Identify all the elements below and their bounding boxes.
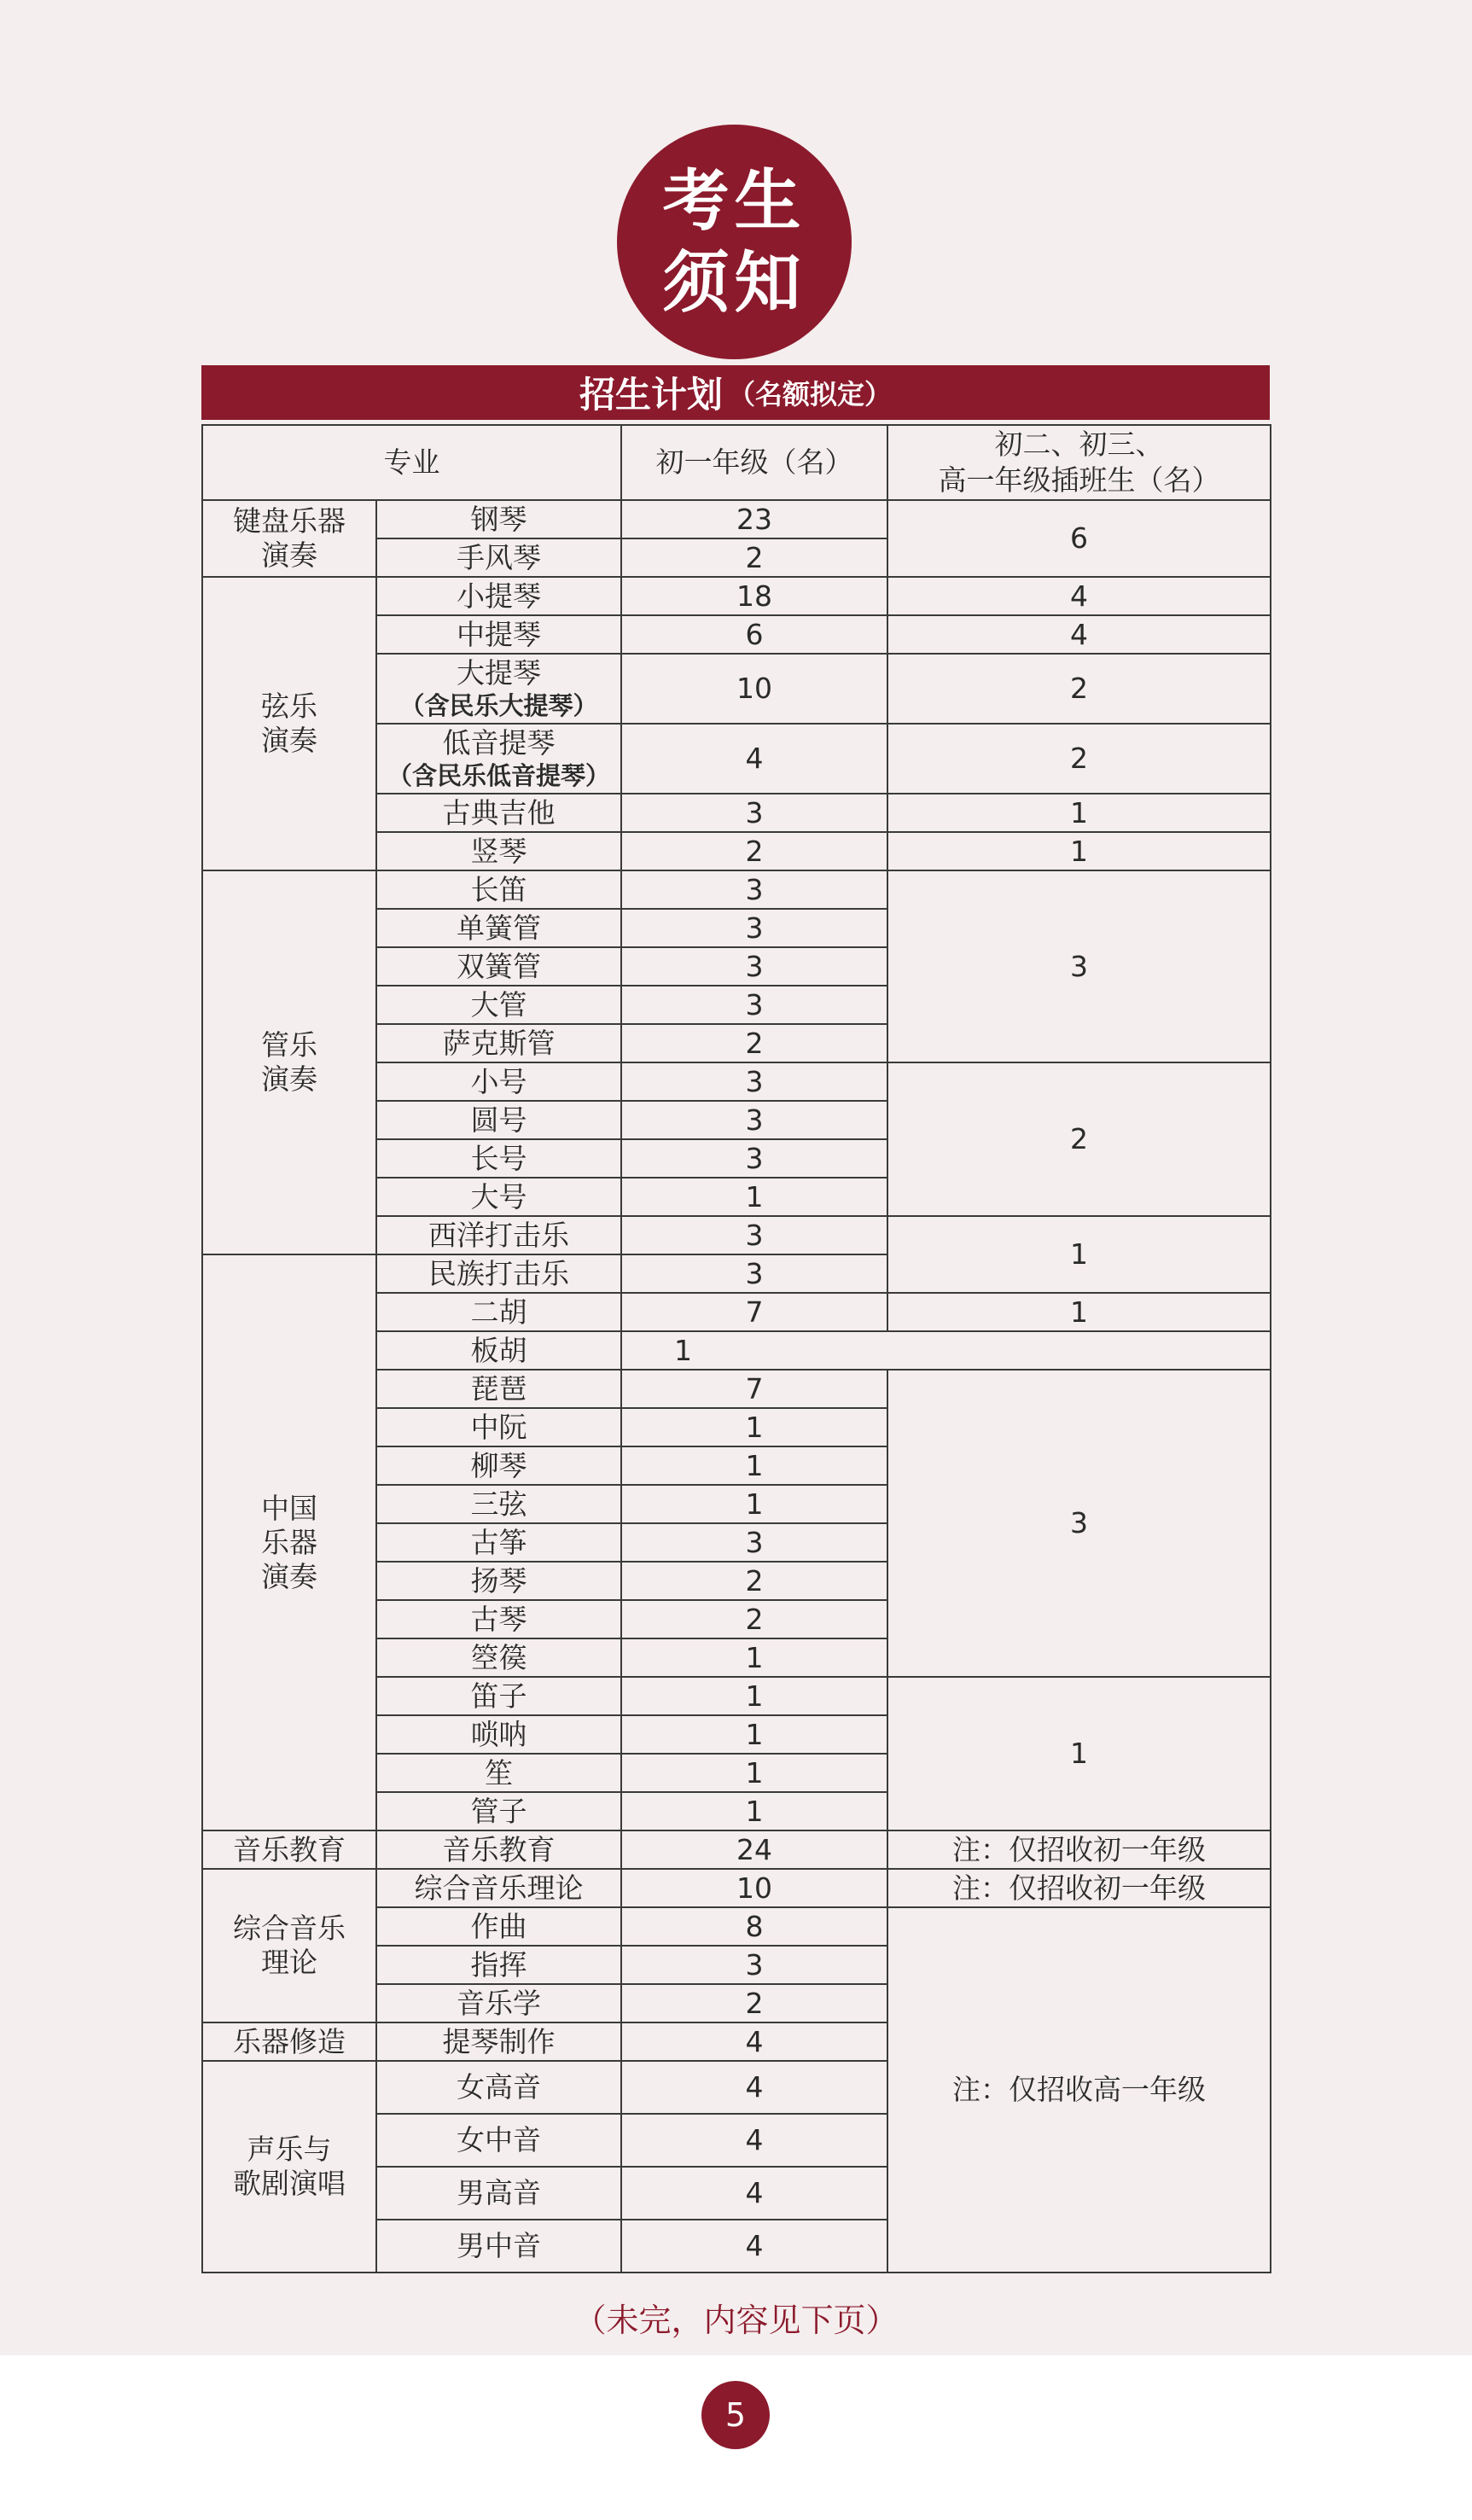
major-cell: 双簧管 bbox=[376, 947, 621, 986]
group-theory: 综合音乐 理论 bbox=[202, 1869, 376, 2022]
grade1-cell: 3 bbox=[621, 1946, 887, 1984]
group-music-edu: 音乐教育 bbox=[202, 1830, 376, 1869]
grade1-cell: 1 bbox=[621, 1178, 887, 1216]
transfer-cell: 1 bbox=[887, 1677, 1271, 1830]
transfer-cell: 1 bbox=[887, 794, 1271, 832]
grade1-cell: 2 bbox=[621, 1024, 887, 1062]
major-cell: 箜篌 bbox=[376, 1638, 621, 1677]
table-row bbox=[202, 577, 1271, 615]
major-cell: 古琴 bbox=[376, 1600, 621, 1638]
major-cell: 中提琴 bbox=[376, 615, 621, 654]
banner-subtitle: （名额拟定） bbox=[728, 378, 893, 410]
major-cell: 提琴制作 bbox=[376, 2022, 621, 2061]
grade1-cell: 2 bbox=[621, 1984, 887, 2022]
grade1-cell: 3 bbox=[621, 947, 887, 986]
major-cell: 管子 bbox=[376, 1792, 621, 1830]
grade1-cell: 4 bbox=[621, 2167, 887, 2220]
grade1-cell: 3 bbox=[621, 1062, 887, 1101]
major-cell bbox=[376, 724, 621, 794]
grade1-cell: 4 bbox=[621, 2220, 887, 2273]
title-badge bbox=[617, 125, 852, 359]
grade1-cell: 2 bbox=[621, 1600, 887, 1638]
major-cell: 作曲 bbox=[376, 1907, 621, 1946]
major-name: 低音提琴 bbox=[442, 726, 556, 759]
header-transfer-line1: 初二、初三、 bbox=[994, 428, 1164, 461]
table-row bbox=[202, 870, 1271, 909]
major-cell: 圆号 bbox=[376, 1101, 621, 1139]
major-cell: 单簧管 bbox=[376, 909, 621, 947]
major-note: （含民乐大提琴） bbox=[399, 691, 598, 720]
group-winds: 管乐 演奏 bbox=[202, 870, 376, 1254]
transfer-cell: 4 bbox=[887, 615, 1271, 654]
grade1-cell: 10 bbox=[621, 1869, 887, 1907]
grade1-cell: 2 bbox=[621, 1562, 887, 1600]
transfer-cell: 注：仅招收初一年级 bbox=[887, 1869, 1271, 1907]
grade1-cell: 1 bbox=[621, 1408, 887, 1446]
grade1-cell: 1 bbox=[621, 1754, 887, 1792]
grade1-cell: 10 bbox=[621, 654, 887, 724]
header-major: 专业 bbox=[202, 425, 621, 500]
transfer-cell: 1 bbox=[887, 1293, 1271, 1331]
major-cell: 三弦 bbox=[376, 1485, 621, 1523]
major-cell: 小提琴 bbox=[376, 577, 621, 615]
grade1-cell: 2 bbox=[621, 538, 887, 577]
major-cell: 女高音 bbox=[376, 2061, 621, 2114]
major-cell: 扬琴 bbox=[376, 1562, 621, 1600]
grade1-cell: 1 bbox=[621, 1485, 887, 1523]
grade1-cell: 4 bbox=[621, 2114, 887, 2167]
major-cell bbox=[376, 654, 621, 724]
major-cell: 竖琴 bbox=[376, 832, 621, 870]
major-cell: 女中音 bbox=[376, 2114, 621, 2167]
transfer-cell: 3 bbox=[887, 1370, 1271, 1677]
major-cell: 中阮 bbox=[376, 1408, 621, 1446]
grade1-cell: 3 bbox=[621, 870, 887, 909]
major-cell: 古筝 bbox=[376, 1523, 621, 1562]
grade1-cell: 1 bbox=[621, 1638, 887, 1677]
transfer-cell: 注：仅招收初一年级 bbox=[887, 1830, 1271, 1869]
header-transfer-line2: 高一年级插班生（名） bbox=[938, 463, 1220, 497]
grade1-cell: 1 bbox=[621, 1446, 887, 1485]
grade1-cell: 4 bbox=[621, 724, 887, 794]
grade1-cell: 1 bbox=[621, 1715, 887, 1754]
grade1-cell-spanning bbox=[621, 1331, 1271, 1370]
major-cell: 二胡 bbox=[376, 1293, 621, 1331]
enrollment-table bbox=[201, 424, 1271, 2273]
major-cell: 大管 bbox=[376, 986, 621, 1024]
transfer-cell: 1 bbox=[887, 832, 1271, 870]
transfer-cell: 1 bbox=[887, 1216, 1271, 1293]
major-cell: 大号 bbox=[376, 1178, 621, 1216]
transfer-cell: 4 bbox=[887, 577, 1271, 615]
header-grade1: 初一年级（名） bbox=[621, 425, 887, 500]
grade1-cell: 18 bbox=[621, 577, 887, 615]
continued-note: （未完，内容见下页） bbox=[573, 2302, 899, 2339]
grade1-cell: 3 bbox=[621, 1139, 887, 1178]
grade1-cell: 1 bbox=[621, 1792, 887, 1830]
major-cell: 音乐学 bbox=[376, 1984, 621, 2022]
group-vocal: 声乐与 歌剧演唱 bbox=[202, 2061, 376, 2273]
grade1-cell: 3 bbox=[621, 1101, 887, 1139]
grade1-value: 1 bbox=[674, 1333, 692, 1367]
transfer-cell: 3 bbox=[887, 870, 1271, 1062]
title-line-1: 考生 bbox=[662, 162, 806, 240]
major-cell: 古典吉他 bbox=[376, 794, 621, 832]
grade1-cell: 3 bbox=[621, 986, 887, 1024]
major-cell: 笛子 bbox=[376, 1677, 621, 1715]
section-banner bbox=[201, 365, 1270, 420]
grade1-cell: 24 bbox=[621, 1830, 887, 1869]
group-chinese: 中国 乐器 演奏 bbox=[202, 1254, 376, 1830]
major-cell: 唢呐 bbox=[376, 1715, 621, 1754]
table-row bbox=[202, 1869, 1271, 1907]
major-cell: 长号 bbox=[376, 1139, 621, 1178]
major-cell: 板胡 bbox=[376, 1331, 621, 1370]
grade1-cell: 3 bbox=[621, 1523, 887, 1562]
transfer-cell: 注：仅招收高一年级 bbox=[887, 1907, 1271, 2273]
grade1-cell: 3 bbox=[621, 794, 887, 832]
group-repair: 乐器修造 bbox=[202, 2022, 376, 2061]
transfer-cell: 2 bbox=[887, 1062, 1271, 1216]
major-cell: 民族打击乐 bbox=[376, 1254, 621, 1293]
major-cell: 指挥 bbox=[376, 1946, 621, 1984]
grade1-cell: 2 bbox=[621, 832, 887, 870]
grade1-cell: 7 bbox=[621, 1293, 887, 1331]
group-keyboard: 键盘乐器 演奏 bbox=[202, 500, 376, 577]
transfer-cell: 2 bbox=[887, 724, 1271, 794]
grade1-cell: 23 bbox=[621, 500, 887, 538]
major-cell: 笙 bbox=[376, 1754, 621, 1792]
grade1-cell: 3 bbox=[621, 1254, 887, 1293]
major-cell: 手风琴 bbox=[376, 538, 621, 577]
major-note: （含民乐低音提琴） bbox=[387, 761, 610, 790]
page-number: 5 bbox=[701, 2381, 770, 2449]
table-row bbox=[202, 500, 1271, 538]
major-cell: 音乐教育 bbox=[376, 1830, 621, 1869]
table-header-row bbox=[202, 425, 1271, 500]
grade1-cell: 3 bbox=[621, 909, 887, 947]
grade1-cell: 8 bbox=[621, 1907, 887, 1946]
transfer-cell: 6 bbox=[887, 500, 1271, 577]
major-cell: 柳琴 bbox=[376, 1446, 621, 1485]
grade1-cell: 4 bbox=[621, 2061, 887, 2114]
major-cell: 综合音乐理论 bbox=[376, 1869, 621, 1907]
major-cell: 男高音 bbox=[376, 2167, 621, 2220]
banner-title: 招生计划 bbox=[579, 374, 723, 416]
major-cell: 小号 bbox=[376, 1062, 621, 1101]
header-transfer bbox=[887, 425, 1271, 500]
table-row bbox=[202, 1830, 1271, 1869]
major-cell: 西洋打击乐 bbox=[376, 1216, 621, 1254]
major-cell: 男中音 bbox=[376, 2220, 621, 2273]
major-name: 大提琴 bbox=[457, 656, 541, 690]
grade1-cell: 1 bbox=[621, 1677, 887, 1715]
grade1-cell: 6 bbox=[621, 615, 887, 654]
grade1-cell: 3 bbox=[621, 1216, 887, 1254]
major-cell: 长笛 bbox=[376, 870, 621, 909]
major-cell: 钢琴 bbox=[376, 500, 621, 538]
grade1-cell: 7 bbox=[621, 1370, 887, 1408]
major-cell: 琵琶 bbox=[376, 1370, 621, 1408]
group-strings: 弦乐 演奏 bbox=[202, 577, 376, 870]
grade1-cell: 4 bbox=[621, 2022, 887, 2061]
title-line-2: 须知 bbox=[662, 244, 806, 322]
transfer-cell: 2 bbox=[887, 654, 1271, 724]
major-cell: 萨克斯管 bbox=[376, 1024, 621, 1062]
